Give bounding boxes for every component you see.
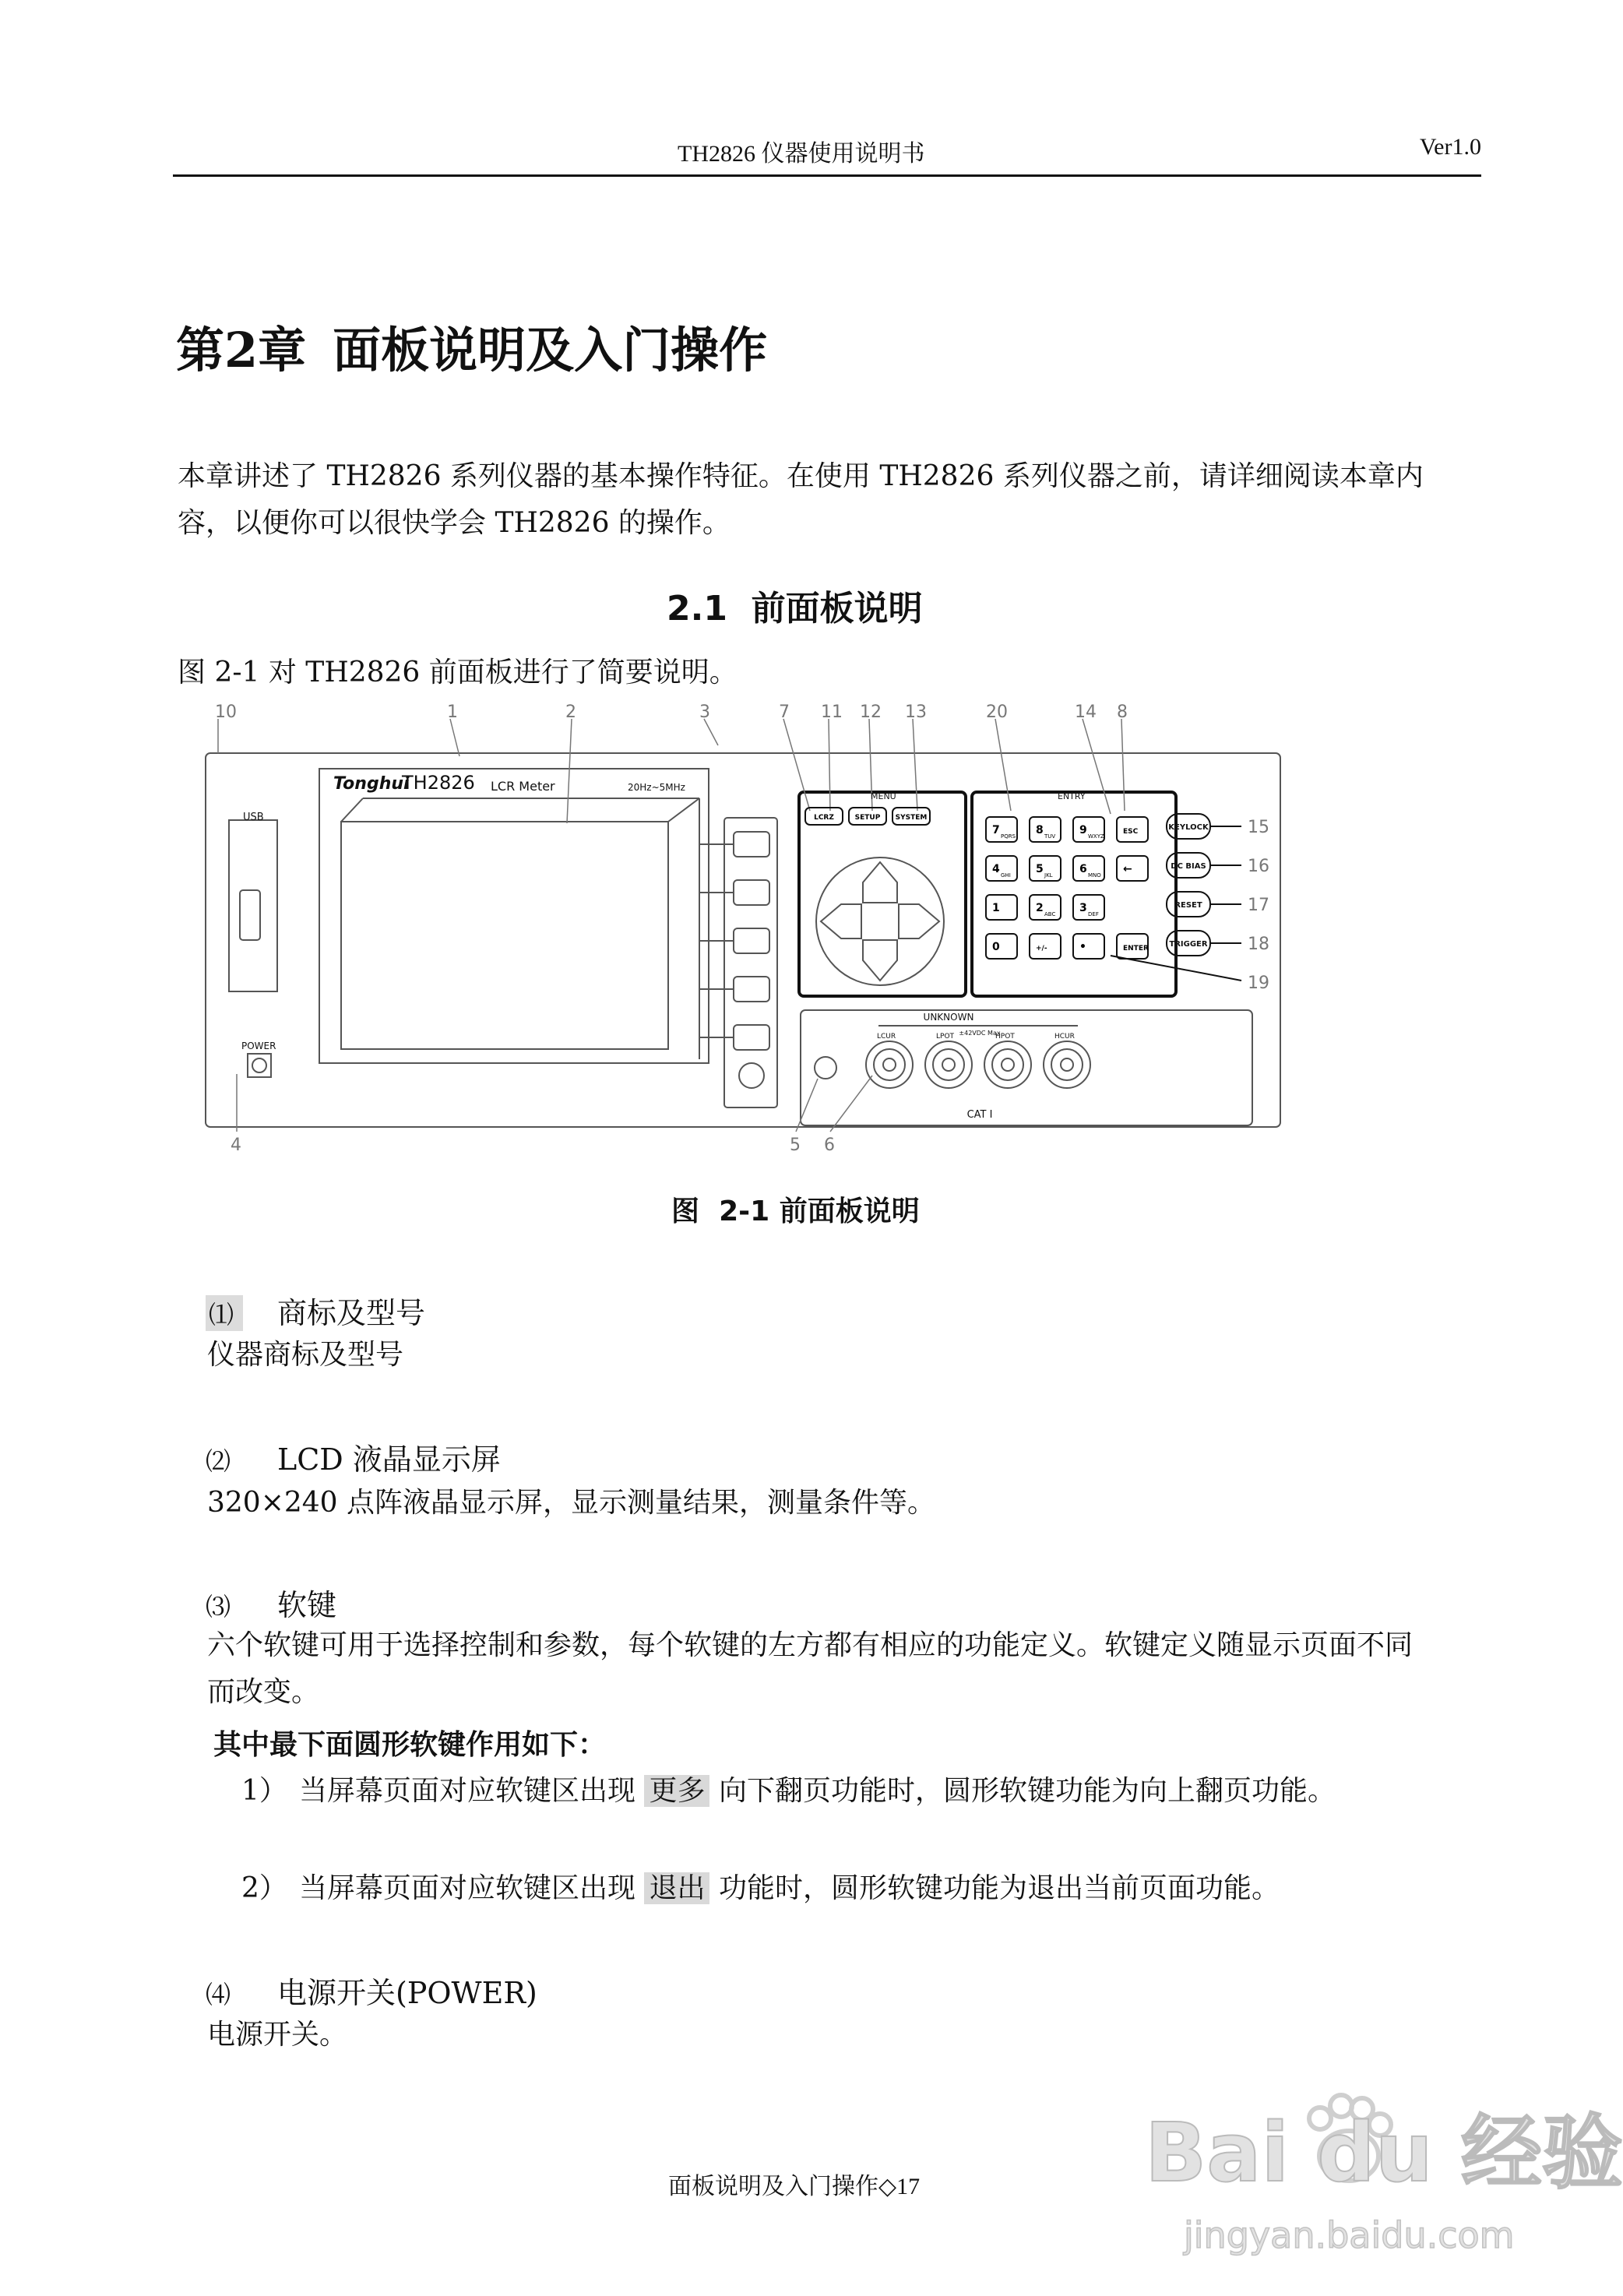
entry-key-12[interactable] xyxy=(986,934,1017,959)
callout-14: 14 xyxy=(1075,703,1097,722)
softkey-note-item-1 xyxy=(241,1768,1441,1815)
figure-reference: 图 2-1 对 TH2826 前面板进行了简要说明。 xyxy=(178,657,738,688)
callout-1: 1 xyxy=(447,703,458,722)
entry-key-main-1: 7 xyxy=(992,824,1000,836)
entry-keys xyxy=(986,817,1149,959)
display-bezel xyxy=(319,769,709,1063)
terminal-hcur: HCUR xyxy=(1054,1033,1075,1041)
caption-title: 前面板说明 xyxy=(779,1195,920,1227)
bnc-hpot xyxy=(984,1041,1031,1088)
item-2-heading xyxy=(206,1435,501,1478)
entry-key-main-15: ENTER xyxy=(1123,945,1149,953)
model-label: TH2826 xyxy=(402,772,475,794)
callout-20: 20 xyxy=(986,703,1008,722)
menu-key-label-3: SYSTEM xyxy=(895,814,928,822)
callout-19: 19 xyxy=(1248,974,1269,993)
power-button xyxy=(248,1054,271,1077)
lcd-screen xyxy=(341,822,668,1049)
nav-down-key xyxy=(863,940,897,981)
brand-logo: Tonghui xyxy=(333,774,410,794)
entry-key-main-7: 6 xyxy=(1079,863,1087,875)
item-4-index: ⑷ xyxy=(206,1980,231,2009)
terminal-lcur: LCUR xyxy=(877,1033,896,1041)
nav-up-key xyxy=(863,862,897,903)
intro-paragraph: 本章讲述了 TH2826 系列仪器的基本操作特征。在使用 TH2826 系列仪器之前，请详细阅读本章内容，以便你可以很快学会 TH2826 的操作。 xyxy=(178,460,1424,539)
front-panel-figure xyxy=(201,705,1291,1172)
entry-key-main-4: ESC xyxy=(1123,828,1139,836)
more-key-label: 更多 xyxy=(644,1775,709,1807)
item-3-index: ⑶ xyxy=(206,1592,231,1622)
section-number: 2.1 xyxy=(667,589,727,629)
dcbias-label: DC BIAS xyxy=(1171,862,1206,871)
item-2-body: 320×240 点阵液晶显示屏，显示测量结果，测量条件等。 xyxy=(207,1487,936,1519)
baidu-watermark xyxy=(1137,2064,1623,2266)
entry-label: ENTRY xyxy=(1058,791,1086,801)
header-title: TH2826 仪器使用说明书 xyxy=(678,141,925,167)
callout-7: 7 xyxy=(779,703,790,722)
chassis-outline xyxy=(206,753,1280,1127)
terminal-lpot: LPOT xyxy=(936,1033,955,1041)
entry-key-main-2: 8 xyxy=(1036,824,1044,836)
caption-prefix: 图 xyxy=(671,1195,700,1227)
chapter-heading xyxy=(176,312,767,381)
trigger-label: TRIGGER xyxy=(1169,940,1208,949)
entry-key-main-10: 2 xyxy=(1036,902,1044,914)
entry-key-main-6: 5 xyxy=(1036,863,1044,875)
entry-key-sub-2: TUV xyxy=(1044,833,1056,840)
entry-key-main-14: • xyxy=(1079,941,1086,953)
list-2-post: 功能时，圆形软键功能为退出当前页面功能。 xyxy=(718,1872,1280,1904)
entry-key-main-12: 0 xyxy=(992,941,1000,953)
nav-right-key xyxy=(899,904,939,938)
softkey-panel xyxy=(724,818,777,1108)
watermark-url: jingyan.baidu.com xyxy=(1184,2214,1515,2256)
menu-key-label-1: LCRZ xyxy=(814,814,834,822)
nav-left-key xyxy=(821,904,861,938)
watermark-logo: Bai du 经验 xyxy=(1145,2105,1623,2200)
item-3-title: 软键 xyxy=(277,1588,337,1622)
list-marker-1: 1） xyxy=(241,1775,287,1807)
chapter-number: 第2章 xyxy=(176,322,307,379)
section-heading xyxy=(667,580,923,630)
dc-limit-label: ±42VDC Max xyxy=(959,1030,1001,1037)
callout-2: 2 xyxy=(565,703,576,722)
caption-number: 2-1 xyxy=(719,1196,770,1227)
product-label: LCR Meter xyxy=(491,779,555,794)
softkey-2 xyxy=(734,880,769,905)
item-3-heading xyxy=(206,1581,336,1624)
entry-key-sub-3: WXYZ xyxy=(1088,833,1104,840)
bnc-lcur xyxy=(866,1041,913,1088)
softkey-note-heading: 其中最下面圆形软键作用如下： xyxy=(213,1728,607,1761)
callout-6: 6 xyxy=(824,1136,835,1155)
callout-4: 4 xyxy=(231,1136,241,1155)
usb-label: USB xyxy=(243,812,264,823)
entry-key-sub-10: ABC xyxy=(1044,911,1056,917)
entry-key-sub-6: JKL xyxy=(1044,872,1053,879)
menu-keys xyxy=(805,808,930,825)
bnc-lpot xyxy=(925,1041,972,1088)
chapter-title: 面板说明及入门操作 xyxy=(333,322,768,379)
callout-13: 13 xyxy=(905,703,927,722)
item-4-title: 电源开关(POWER) xyxy=(277,1976,537,2010)
entry-key-9[interactable] xyxy=(986,895,1017,920)
callout-8: 8 xyxy=(1117,703,1128,722)
menu-key-label-2: SETUP xyxy=(854,814,881,822)
softkey-5 xyxy=(734,1025,769,1050)
callout-5: 5 xyxy=(790,1136,801,1155)
softkey-note-item-2 xyxy=(241,1865,1441,1912)
round-softkey xyxy=(739,1063,764,1088)
header-rule xyxy=(173,174,1481,177)
entry-key-main-11: 3 xyxy=(1079,902,1087,914)
callout-18: 18 xyxy=(1248,935,1269,954)
nav-cluster xyxy=(816,857,944,985)
entry-key-sub-7: MNO xyxy=(1088,872,1101,879)
callout-17: 17 xyxy=(1248,896,1269,915)
entry-key-14[interactable] xyxy=(1073,934,1104,959)
power-label: POWER xyxy=(241,1041,276,1051)
item-1-index: ⑴ xyxy=(206,1295,243,1331)
figure-caption xyxy=(671,1189,920,1229)
entry-key-8[interactable] xyxy=(1117,856,1148,881)
item-1-body: 仪器商标及型号 xyxy=(207,1339,404,1371)
entry-key-main-8: ← xyxy=(1123,863,1132,875)
item-1-heading xyxy=(206,1289,425,1332)
list-1-post: 向下翻页功能时，圆形软键功能为向上翻页功能。 xyxy=(718,1775,1336,1807)
list-2-pre: 当屏幕页面对应软键区出现 xyxy=(299,1872,636,1904)
callout-3: 3 xyxy=(699,703,710,722)
item-3-body: 六个软键可用于选择控制和参数，每个软键的左方都有相应的功能定义。软键定义随显示页面不同而改变。 xyxy=(207,1629,1414,1708)
callout-12: 12 xyxy=(860,703,882,722)
terminal-panel xyxy=(801,1010,1252,1125)
menu-panel xyxy=(799,792,966,996)
item-1-title: 商标及型号 xyxy=(277,1296,426,1330)
callout-15: 15 xyxy=(1248,818,1269,837)
unknown-label: UNKNOWN xyxy=(923,1012,974,1023)
menu-label: MENU xyxy=(871,791,896,801)
entry-key-main-9: 1 xyxy=(992,902,1000,914)
callout-16: 16 xyxy=(1248,857,1269,876)
header-version: Ver1.0 xyxy=(1419,134,1481,160)
bnc-hcur xyxy=(1044,1041,1090,1088)
exit-key-label: 退出 xyxy=(644,1872,709,1904)
entry-key-sub-5: GHI xyxy=(1001,872,1011,879)
page-footer: 面板说明及入门操作◇17 xyxy=(668,2174,921,2199)
terminal-hpot: HPOT xyxy=(995,1033,1015,1041)
entry-key-sub-11: DEF xyxy=(1088,911,1099,917)
usb-slot xyxy=(229,820,277,991)
softkey-1 xyxy=(734,832,769,857)
freq-range-label: 20Hz~5MHz xyxy=(628,782,685,793)
entry-key-sub-1: PQRS xyxy=(1001,833,1016,840)
keylock-label: KEYLOCK xyxy=(1168,823,1209,832)
item-2-title: LCD 液晶显示屏 xyxy=(277,1442,501,1477)
entry-key-main-5: 4 xyxy=(992,863,1000,875)
ground-terminal xyxy=(815,1057,836,1079)
item-4-body: 电源开关。 xyxy=(207,2019,348,2051)
softkey-4 xyxy=(734,977,769,1002)
softkey-3 xyxy=(734,928,769,953)
list-marker-2: 2） xyxy=(241,1872,287,1904)
callout-10: 10 xyxy=(215,703,237,722)
callout-11: 11 xyxy=(821,703,843,722)
section-title: 前面板说明 xyxy=(751,589,923,629)
item-4-heading xyxy=(206,1969,537,2012)
cat-label: CAT I xyxy=(966,1109,993,1121)
reset-label: RESET xyxy=(1174,901,1202,910)
item-2-index: ⑵ xyxy=(206,1446,231,1476)
list-1-pre: 当屏幕页面对应软键区出现 xyxy=(299,1775,636,1807)
entry-key-main-13: +/- xyxy=(1036,945,1047,953)
entry-key-main-3: 9 xyxy=(1079,824,1087,836)
